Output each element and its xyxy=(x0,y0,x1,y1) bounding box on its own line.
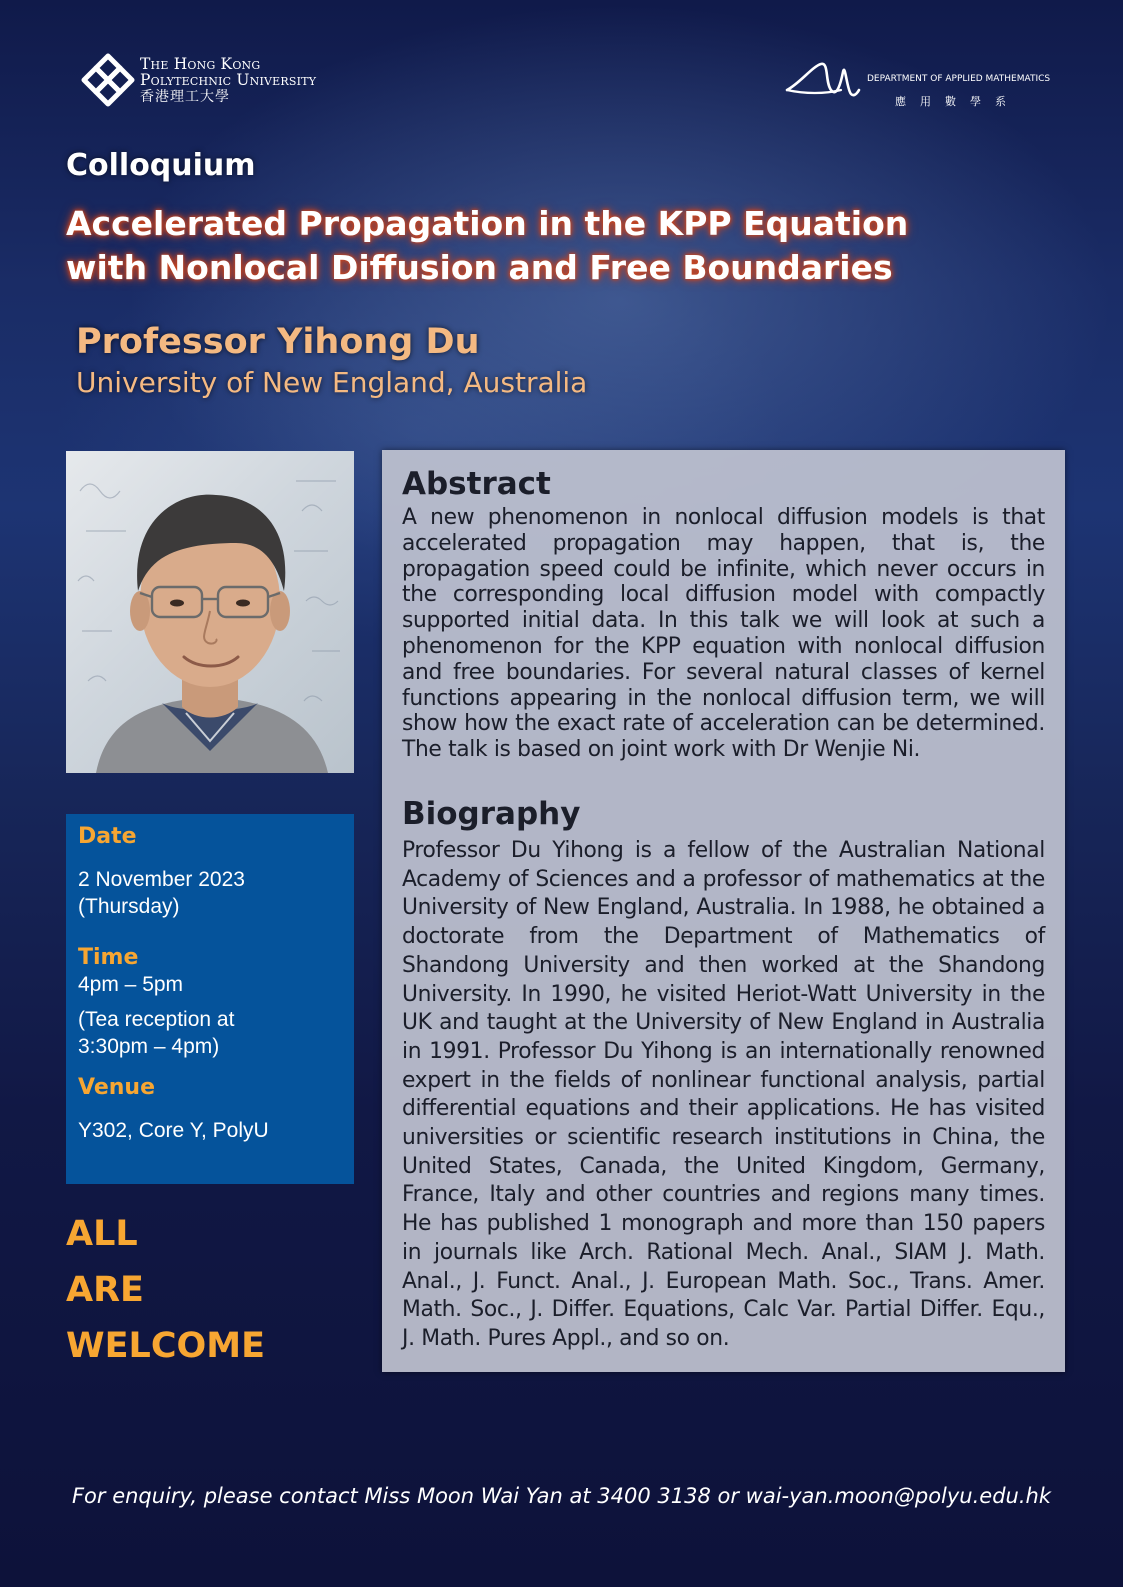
abstract-biography-panel xyxy=(382,450,1065,1372)
welcome-line2: ARE xyxy=(66,1270,144,1310)
biography-heading: Biography xyxy=(402,796,581,832)
venue-value: Y302, Core Y, PolyU xyxy=(78,1119,269,1142)
department-logo xyxy=(785,58,1050,108)
talk-title xyxy=(66,202,1026,290)
time-value: 4pm – 5pm xyxy=(78,973,184,996)
welcome-line1: ALL xyxy=(66,1214,138,1254)
department-name-zh: 應用數學系 xyxy=(895,95,1020,108)
event-details-box xyxy=(66,814,354,1184)
date-label: Date xyxy=(78,824,137,849)
department-name-en: DEPARTMENT OF APPLIED MATHEMATICS xyxy=(867,74,1051,84)
university-name-zh: 香港理工大學 xyxy=(140,89,230,105)
talk-title-line2: with Nonlocal Diffusion and Free Boundaries xyxy=(66,248,893,287)
speaker-affiliation: University of New England, Australia xyxy=(76,366,588,399)
polyu-logo xyxy=(80,52,380,110)
speaker-name: Professor Yihong Du xyxy=(76,322,480,362)
welcome-message xyxy=(66,1206,265,1374)
abstract-text: A new phenomenon in nonlocal diffusion models is that accelerated propagation may happen, that is, the propagation speed could be infinite, which never occurs in the corresponding local diffusion model with compactly supported initial data. In this talk we will look at such a phenomenon for the KPP equation with nonlocal diffusion and free boundaries. For several natural classes of kernel functions appearing in the nonlocal diffusion term, we will show how the exact rate of acceleration can be determined. The talk is based on joint work with Dr Wenjie Ni. xyxy=(402,505,1045,763)
biography-text: Professor Du Yihong is a fellow of the Australian National Academy of Sciences and a professor of mathematics at the University of New England, Australia. In 1988, he obtained a doctorate from the Department of Mathematics of Shandong University and then worked at the Shandong University. In 1990, he visited Heriot-Watt University in the UK and taught at the University of New England in Australia in 1991. Professor Du Yihong is an internationally renowned expert in the fields of nonlinear functional analysis, partial differential equations and their applications. He has visited universities or scientific research institutions in China, the United States, Canada, the United Kingdom, Germany, France, Italy and other countries and regions many times. He has published 1 monograph and more than 150 papers in journals like Arch. Rational Mech. Anal., SIAM J. Math. Anal., J. Funct. Anal., J. European Math. Soc., Trans. Amer. Math. Soc., J. Differ. Equations, Calc Var. Partial Differ. Equ., J. Math. Pures Appl., and so on. xyxy=(402,838,1045,1351)
speaker-photo xyxy=(66,451,354,773)
tea-reception-line1: (Tea reception at xyxy=(78,1008,235,1031)
venue-label: Venue xyxy=(78,1075,155,1100)
university-name-line2: Polytechnic University xyxy=(140,71,317,89)
tea-reception-line2: 3:30pm – 4pm) xyxy=(78,1035,220,1058)
department-emblem-icon xyxy=(785,60,861,100)
talk-title-line1: Accelerated Propagation in the KPP Equation xyxy=(66,204,909,243)
date-line1: 2 November 2023 xyxy=(78,868,245,891)
date-line2: (Thursday) xyxy=(78,895,180,918)
welcome-line3: WELCOME xyxy=(66,1326,265,1366)
university-name-line1: The Hong Kong xyxy=(140,55,261,73)
polyu-emblem-icon xyxy=(80,52,136,108)
contact-info: For enquiry, please contact Miss Moon Wai Yan at 3400 3138 or wai-yan.moon@polyu.edu.hk xyxy=(71,1484,1052,1508)
event-type: Colloquium xyxy=(66,148,256,183)
abstract-heading: Abstract xyxy=(402,466,551,502)
speaker-portrait-icon xyxy=(66,451,354,773)
time-label: Time xyxy=(78,945,139,970)
